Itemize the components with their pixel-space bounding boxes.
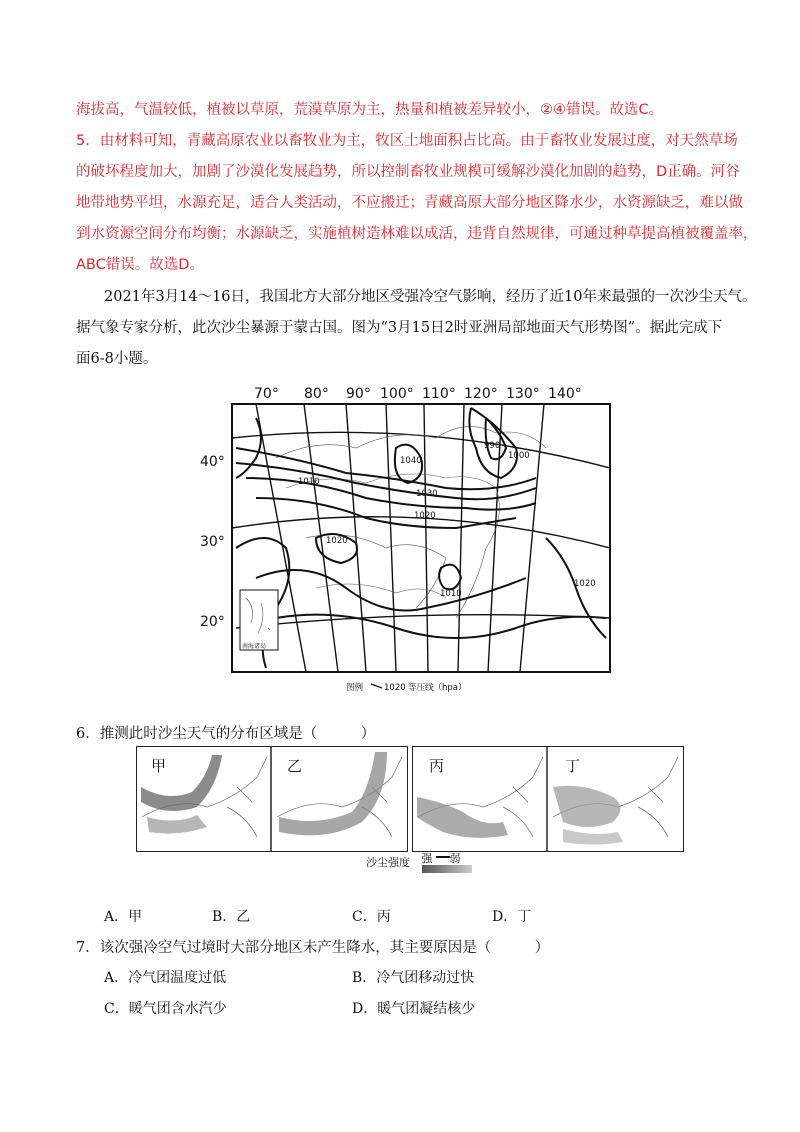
panel-strip-right	[412, 746, 684, 852]
isobar-label: 1020	[574, 579, 596, 589]
q6-option-a[interactable]: A．甲	[104, 909, 143, 925]
lon-label: 110°	[422, 386, 456, 402]
panel-strip-left	[136, 746, 408, 852]
isobar-label: 1020	[326, 536, 348, 546]
intro-line-1: 2021年3月14～16日，我国北方大部分地区受强冷空气影响，经历了近10年来最强的一次沙尘天气。	[104, 289, 757, 305]
isobar-label: 1010	[440, 589, 462, 599]
answer-line-4: 地带地势平坦，水源充足，适合人类活动，不应搬迁；青藏高原大部分地区降水少，水资源缺乏，难以做	[76, 195, 743, 211]
answer-line-1: 海拔高，气温较低，植被以草原，荒漠草原为主，热量和植被差异较小，②④错误。故选C。	[76, 102, 664, 118]
lon-label: 130°	[506, 386, 540, 402]
weather-map-svg	[196, 378, 616, 698]
lat-label: 40°	[200, 454, 225, 470]
lon-label: 120°	[464, 386, 498, 402]
legend-strong: 强	[421, 852, 433, 865]
q7-option-d[interactable]: D．暖气团凝结核少	[352, 1001, 476, 1017]
legend-gradient	[422, 865, 472, 873]
isobar-label: 1040	[400, 456, 422, 466]
dust-area-ding-edge	[563, 829, 623, 845]
dust-area-ding-core	[553, 786, 621, 827]
map-frame	[232, 404, 610, 672]
q7-stem: 7．该次强冷空气过境时大部分地区未产生降水，其主要原因是（ ）	[76, 940, 550, 956]
weather-map	[196, 378, 616, 698]
map-legend-value: 1020	[384, 683, 406, 693]
q7-option-b[interactable]: B．冷气团移动过快	[352, 970, 475, 986]
isobar-label: 1020	[414, 511, 436, 521]
panels-bing-ding-svg	[413, 747, 683, 851]
lon-label: 100°	[380, 386, 414, 402]
map-legend-text: 等压线（hpa）	[408, 683, 467, 693]
answer-line-5: 到水资源空间分布均衡；水源缺乏，实施植树造林难以成活，违背自然规律，可通过种草提高植被覆盖率，	[76, 226, 758, 242]
inset-frame	[240, 590, 278, 650]
q6-option-d[interactable]: D．丁	[492, 909, 532, 925]
legend-weak: 弱	[449, 852, 461, 865]
lat-label: 20°	[200, 614, 225, 630]
legend-arrow-icon	[436, 856, 450, 858]
q6-option-c[interactable]: C．丙	[352, 909, 391, 925]
answer-line-6: ABC错误。故选D。	[76, 257, 204, 273]
panels-jia-yi-svg	[137, 747, 407, 851]
answer-line-2: 5．由材料可知，青藏高原农业以畜牧业为主，牧区土地面积占比高。由于畜牧业发展过度，对天然草场	[76, 133, 738, 149]
panel-label-ding: 丁	[565, 757, 581, 775]
q6-option-b[interactable]: B．乙	[212, 909, 251, 925]
lon-label: 140°	[548, 386, 582, 402]
q6-stem: 6．推测此时沙尘天气的分布区域是（ ）	[76, 726, 376, 742]
intro-line-2: 据气象专家分析，此次沙尘暴源于蒙古国。图为“3月15日2时亚洲局部地面天气形势图”。据此完成下	[76, 320, 723, 336]
lat-label: 30°	[200, 534, 225, 550]
isobar-label: 1010	[298, 477, 320, 487]
legend-label: 沙尘强度	[366, 856, 410, 869]
dust-area-jia-edge	[147, 815, 207, 834]
isobar-label: 1000	[508, 451, 530, 461]
panel-label-bing: 丙	[429, 757, 445, 775]
intro-line-3: 面6-8小题。	[76, 351, 158, 367]
q7-option-a[interactable]: A．冷气团温度过低	[104, 970, 227, 986]
lon-label: 90°	[346, 386, 371, 402]
q7-option-c[interactable]: C．暖气团含水汽少	[104, 1001, 227, 1017]
dust-intensity-legend	[366, 852, 478, 874]
panel-label-yi: 乙	[287, 757, 303, 775]
inset-label: 南海诸岛	[242, 643, 267, 650]
dust-area-bing	[417, 797, 508, 838]
panel-label-jia: 甲	[151, 757, 167, 775]
lon-label: 70°	[254, 386, 279, 402]
map-legend-prefix: 图例	[346, 683, 364, 693]
isobar-label: 990	[484, 441, 501, 451]
isobar-label: 1030	[416, 489, 438, 499]
answer-line-3: 的破坏程度加大，加剧了沙漠化发展趋势，所以控制畜牧业规模可缓解沙漠化加剧的趋势，D正确。河谷	[76, 164, 740, 180]
lon-label: 80°	[304, 386, 329, 402]
